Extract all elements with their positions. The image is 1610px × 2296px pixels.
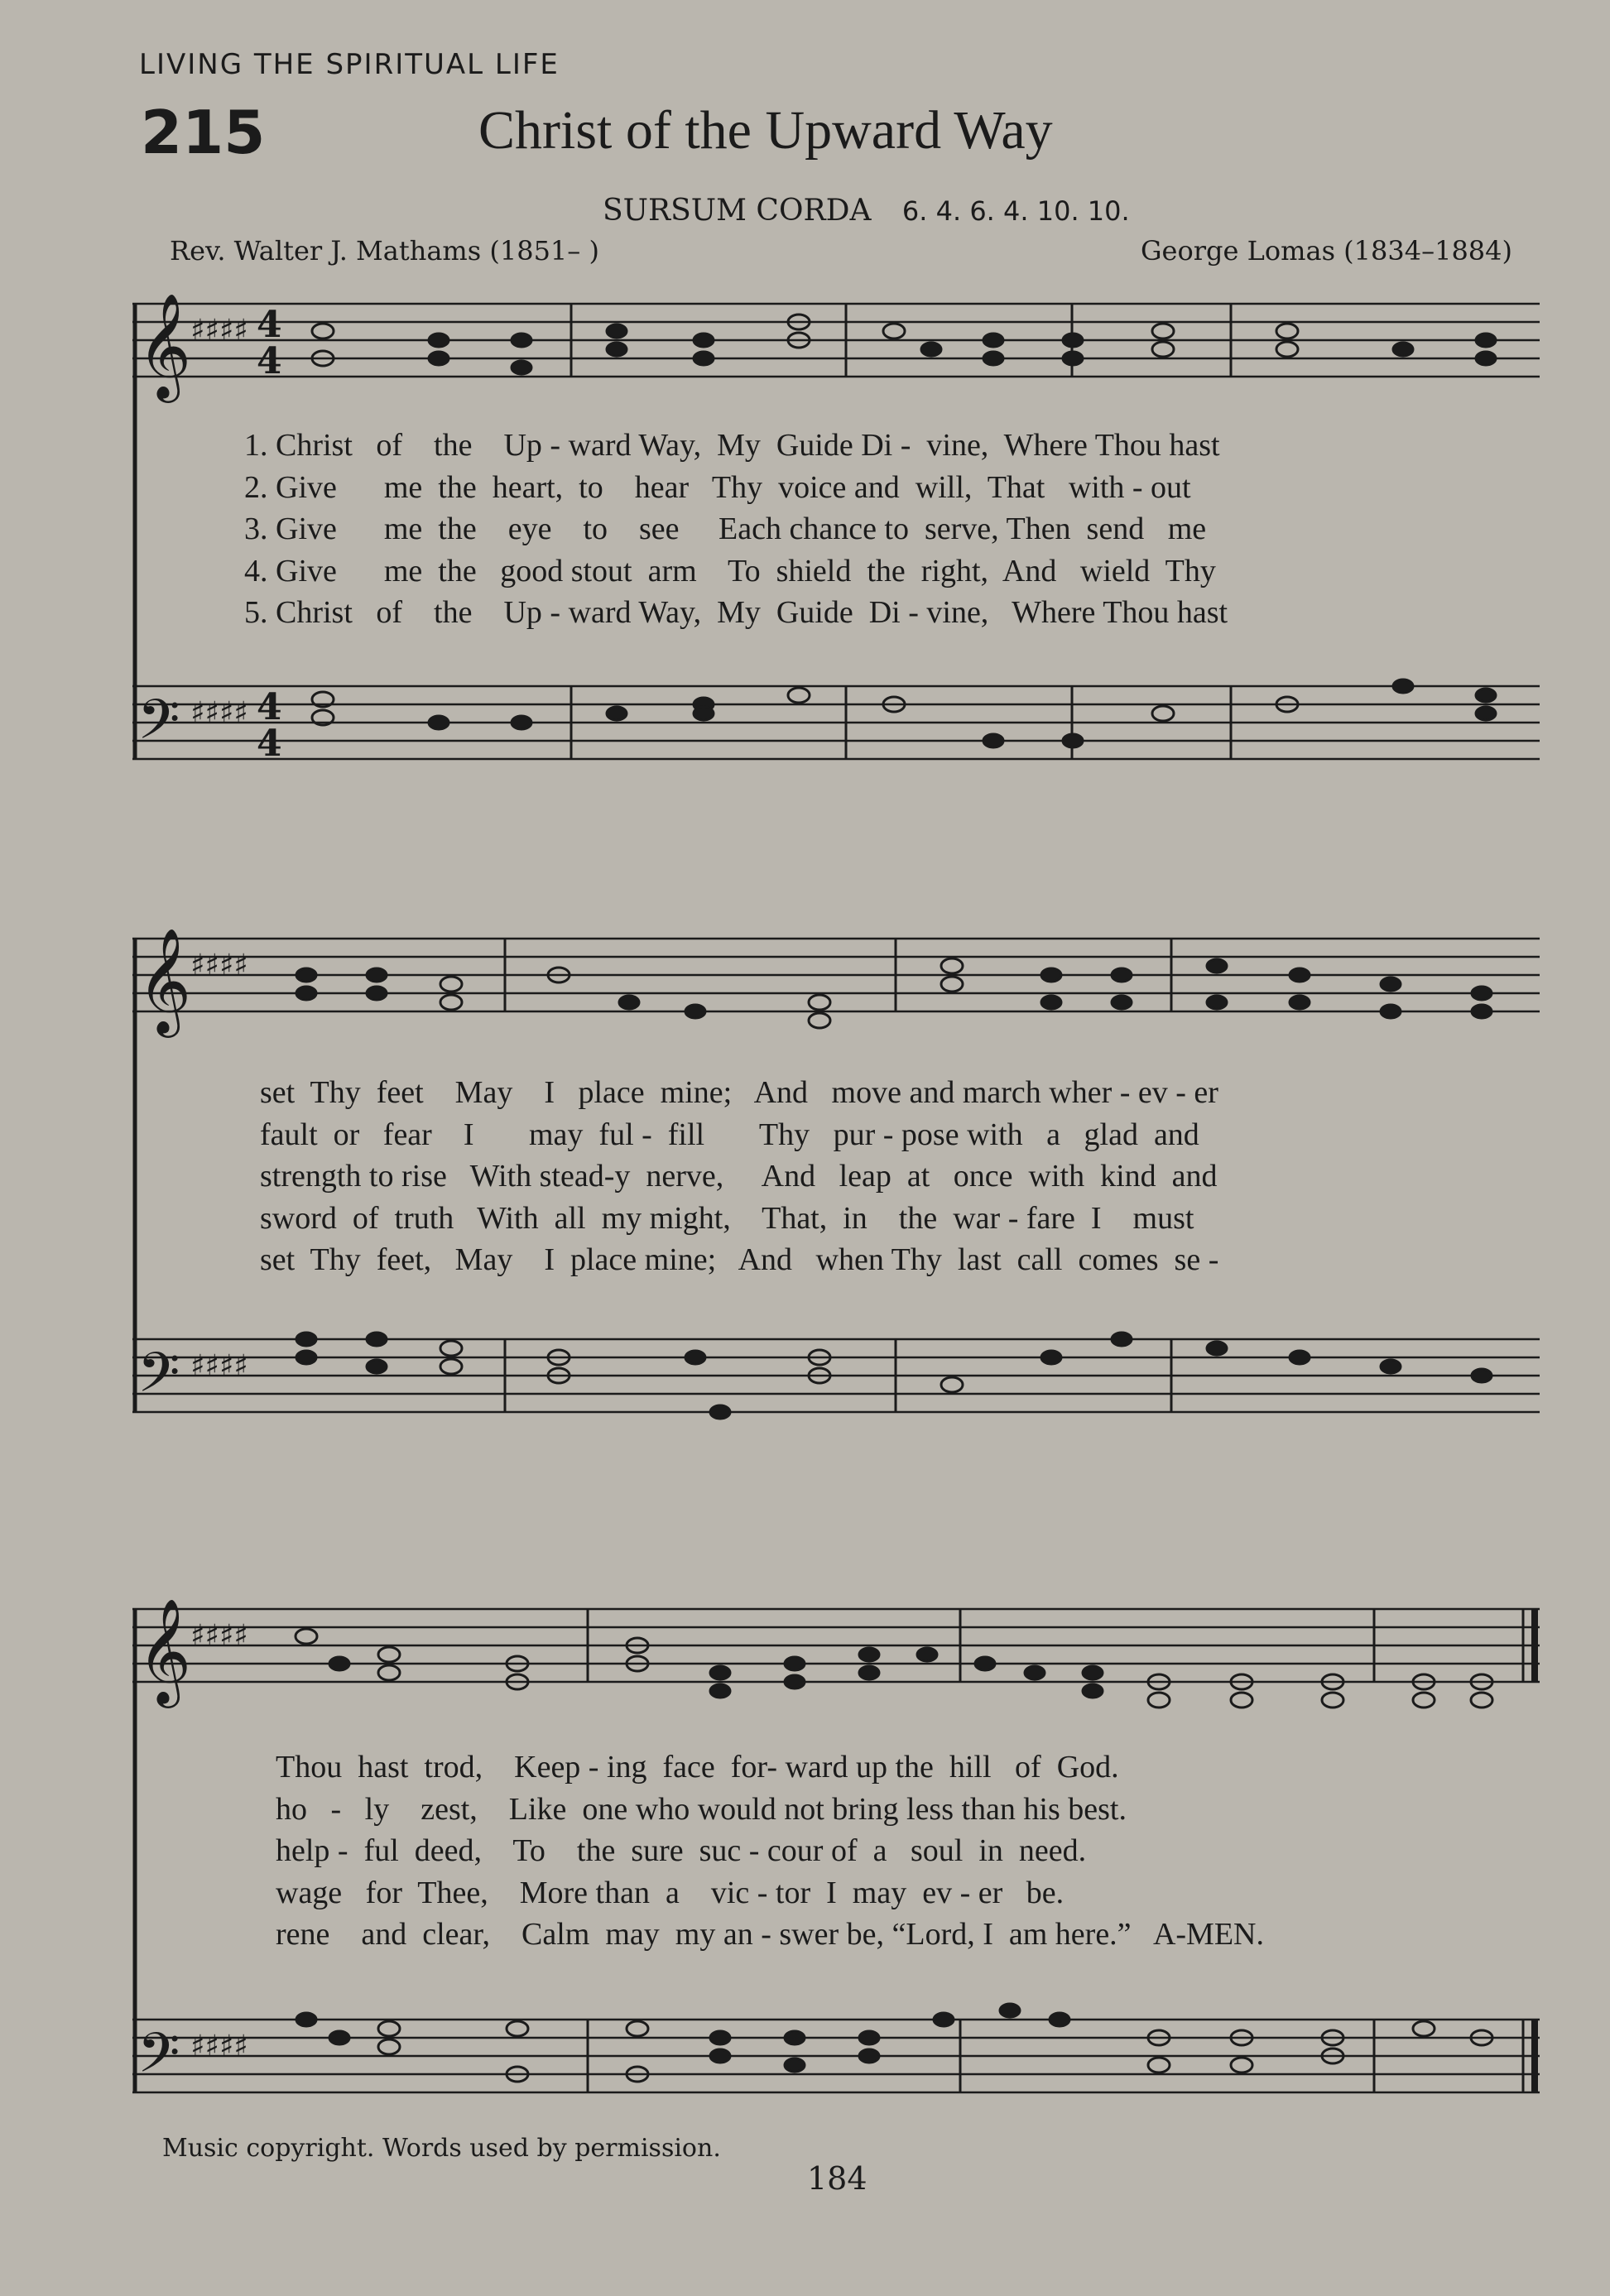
bass-clef-icon: 𝄢 [137,688,180,765]
lyric-line: 5. Christ of the Up - ward Way, My Guide Di - vine, Where Thou hast [244,595,1228,630]
treble-staff [132,939,1540,1011]
treble-staff [132,304,1540,377]
key-signature-icon: ♯♯♯♯ [190,1619,248,1653]
bass-key-signature-icon: ♯♯♯♯ [190,2029,248,2063]
bass-key-signature-icon: ♯♯♯♯ [190,1349,248,1383]
time-signature-icon: 4 [257,304,282,346]
tune-name: SURSUM CORDA [603,194,872,228]
lyrics-system-2 [260,1072,1218,1281]
page-number: 184 [807,2160,867,2197]
lyric-line: Thou hast trod, Keep - ing face for- ward up the hill of God. [276,1750,1119,1784]
lyric-line: set Thy feet, May I place mine; And when Thy last call comes se - [260,1242,1219,1277]
lyric-line: rene and clear, Calm may my an - swer be, “Lord, I am here.” A-MEN. [276,1917,1264,1952]
lyric-line: 3. Give me the eye to see Each chance to serve, Then send me [244,512,1207,546]
bass-staff [132,686,1540,759]
copyright-note: Music copyright. Words used by permission. [162,2134,721,2163]
lyric-line: ho - ly zest, Like one who would not bring less than his best. [276,1791,1127,1827]
hymn-title: Christ of the Upward Way [478,100,1053,161]
words-author: Rev. Walter J. Mathams (1851– ) [170,235,599,267]
lyric-line: 2. Give me the heart, to hear Thy voice and will, That with - out [244,469,1191,505]
tune-info [603,194,1130,228]
hymn-number: 215 [141,98,266,167]
bass-staff [132,1339,1540,1412]
lyrics-system-1 [244,425,1228,634]
bass-clef-icon: 𝄢 [137,2021,180,2098]
bass-key-signature-icon: ♯♯♯♯ [190,696,248,730]
bass-time-signature-icon: 4 [257,723,282,765]
lyric-line: strength to rise With stead-y nerve, And leap at once with kind and [260,1159,1218,1194]
lyrics-system-3 [276,1746,1264,1956]
key-signature-icon: ♯♯♯♯ [190,949,248,982]
treble-clef-icon: 𝄞 [137,927,192,1033]
lyric-line: wage for Thee, More than a vic - tor I may ev - er be. [276,1875,1065,1910]
bass-clef-icon: 𝄢 [137,1341,180,1418]
lyric-line: help - ful deed, To the sure suc - cour of a soul in need. [276,1833,1087,1868]
time-signature-icon: 4 [257,340,282,382]
lyric-line: sword of truth With all my might, That, in the war - fare I must [260,1200,1194,1236]
bass-time-signature-icon: 4 [257,686,282,728]
key-signature-icon: ♯♯♯♯ [190,314,248,348]
lyric-line: fault or fear I may ful - fill Thy pur - pose with a glad and [260,1117,1199,1152]
lyric-line: 4. Give me the good stout arm To shield the right, And wield Thy [244,553,1216,588]
treble-clef-icon: 𝄞 [137,1597,192,1703]
meter: 6. 4. 6. 4. 10. 10. [901,195,1130,227]
treble-clef-icon: 𝄞 [137,292,192,398]
lyric-line: set Thy feet May I place mine; And move and march wher - ev - er [260,1075,1218,1110]
music-author: George Lomas (1834–1884) [1140,235,1512,267]
section-title: LIVING THE SPIRITUAL LIFE [139,48,560,81]
lyric-line: 1. Christ of the Up - ward Way, My Guide Di - vine, Where Thou hast [244,428,1220,463]
